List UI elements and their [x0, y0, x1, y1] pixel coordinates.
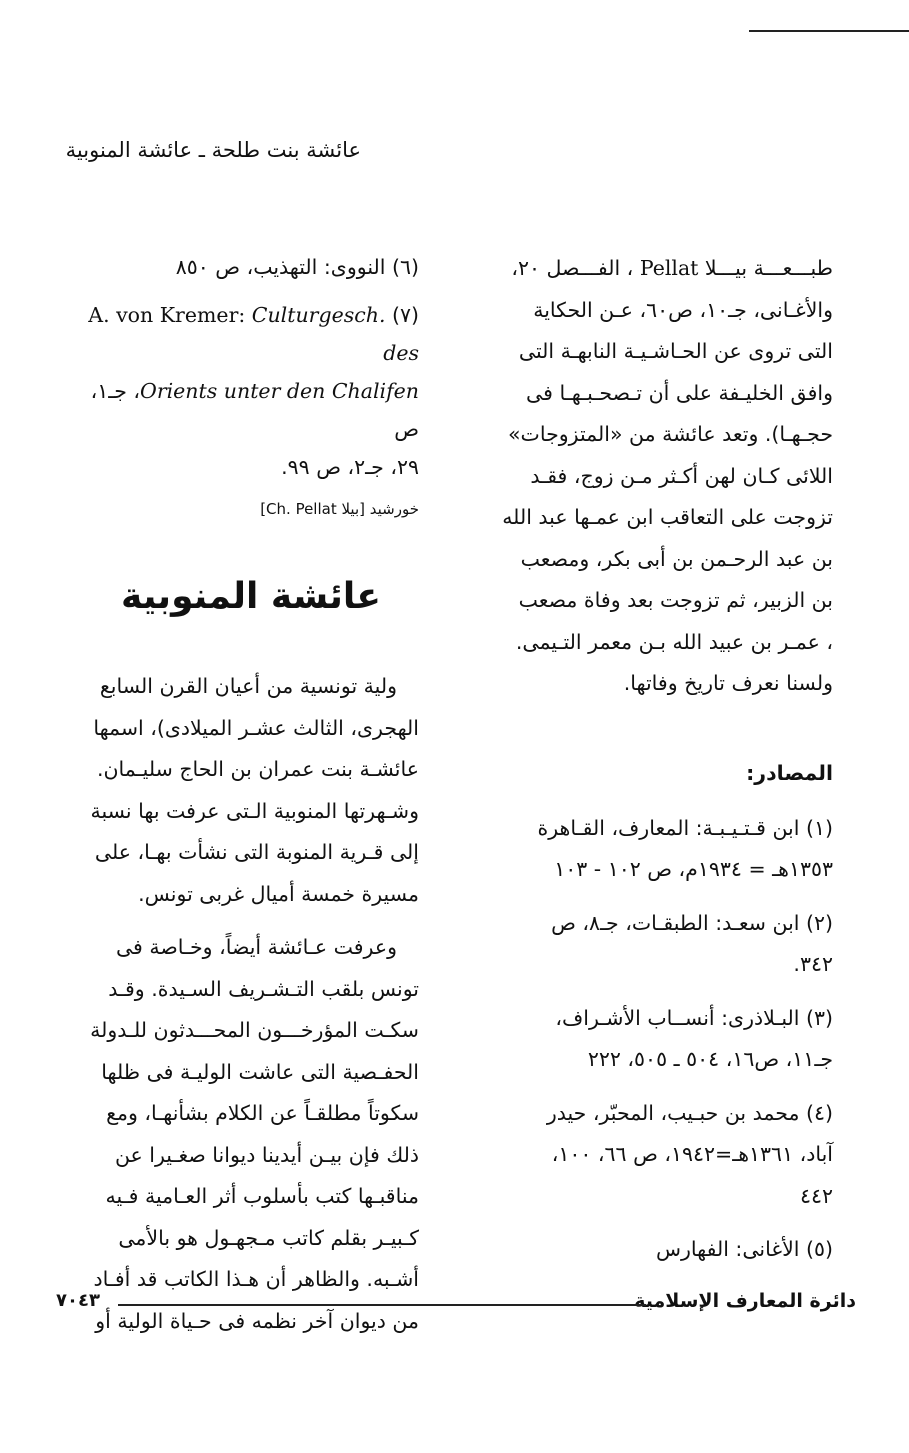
paragraph-line: ، عمـر بن عبيد الله بـن معمر التـيمى.: [515, 629, 833, 654]
note-line: ٢٩، جـ٢، ص ٩٩.: [281, 455, 419, 479]
note-line: Orients unter den Chalifen، جـ١، ص: [90, 379, 419, 441]
paragraph-line: من ديوان آخر نظمه فى حـياة الولية أو: [95, 1308, 419, 1333]
paragraph-line: اللائى كـان لهن أكـثر مـن زوج، فقـد: [530, 463, 833, 488]
paragraph-line: بن عبد الرحـمن بن أبى بكر، ومصعب: [520, 546, 833, 571]
source-entry: [457, 903, 833, 986]
page-number: ٧٠٤٣: [56, 1290, 100, 1311]
article-paragraph-1: [83, 666, 419, 915]
source-line: (٥) الأغانى: الفهارس: [655, 1237, 833, 1261]
footnote-6: [83, 248, 419, 286]
paragraph-line: التى تروى عن الحـاشـيـة النابهـة التى: [518, 339, 833, 363]
paragraph-line: وعرفت عـائشة أيضاً، وخـاصة فى: [115, 935, 397, 959]
paragraph-line: مناقبـها كتب بأسلوب أثر العـامية فـيه: [105, 1184, 419, 1208]
source-entry: [457, 1093, 833, 1218]
sources-list: [457, 808, 833, 1271]
paragraph-line: حجـهـا). وتعد عائشة من «المتزوجات»: [508, 422, 833, 446]
paragraph-line: الهجرى، الثالث عشـر الميلادى)، اسمها: [93, 715, 419, 740]
source-line: آباد، ١٣٦١هـ=١٩٤٢، ص ٦٦، ١٠٠،: [551, 1142, 833, 1166]
source-line: (٢) ابن سعـد: الطبقـات، جـ٨، ص: [551, 910, 833, 935]
encyclopedia-title: دائرة المعارف الإسلامية: [634, 1290, 856, 1312]
top-rule: [749, 30, 909, 32]
paragraph-line: تونس بلقب التـشـريف السـيدة. وقـد: [108, 976, 419, 1001]
paragraph-line: أشـبه. والظاهر أن هـذا الكاتب قد أفـاد: [93, 1267, 419, 1291]
source-line: (٣) البـلاذرى: أنســاب الأشـراف،: [555, 1005, 833, 1030]
continuation-paragraph: [457, 248, 833, 705]
paragraph-line: ولية تونسية من أعيان القرن السابع: [99, 674, 397, 698]
paragraph-line: مسيرة خمسة أميال غربى تونس.: [138, 881, 419, 906]
latin-citation: A. von Kremer: Culturgesch. des: [88, 303, 419, 365]
paragraph-line: وافق الخليـفة على أن تـصحـبـهـا فى: [526, 380, 833, 405]
source-line: ٣٤٢.: [793, 952, 833, 976]
source-line: جـ١١، ص١٦، ٥٠٤ ـ ٥٠٥، ٢٢٢: [587, 1047, 833, 1071]
paragraph-line: سكـت المؤرخـــون المحـــدثون للـدولة: [90, 1018, 419, 1042]
paragraph-line: طبـــعـــة بيـــلا Pellat ، الفـــصل ٢٠،: [511, 256, 833, 280]
paragraph-line: والأغـانى، جـ١٠، ص٦٠، عـن الحكاية: [533, 297, 833, 322]
note-line: (٦) النووى: التهذيب، ص ٨٥٠: [175, 255, 419, 279]
paragraph-line: إلى قـرية المنوبة التى نشأت بهـا، على: [94, 840, 419, 864]
left-column: [83, 248, 419, 1342]
right-column: [457, 248, 833, 1283]
paragraph-line: عائشـة بنت عمران بن الحاج سليـمان.: [96, 757, 419, 781]
source-entry: [457, 998, 833, 1081]
page-footer: [56, 1290, 856, 1320]
paragraph-line: تزوجت على التعاقب ابن عمـها عبد الله: [502, 505, 833, 529]
footnote-7: [83, 296, 419, 486]
source-line: (١) ابن قـتـيـبـة: المعارف، القـاهرة: [537, 815, 833, 840]
source-entry: [457, 1229, 833, 1271]
paragraph-line: سكوتاً مطلقـاً عن الكلام بشأنهـا، ومع: [106, 1101, 419, 1125]
paragraph-line: كـبيـر بقلم كاتب مـجهـول هو بالأمى: [118, 1225, 419, 1250]
running-header: عائشة بنت طلحة ـ عائشة المنوبية: [65, 138, 361, 162]
source-entry: [457, 808, 833, 891]
article-paragraph-2: [83, 927, 419, 1342]
paragraph-line: الحفـصية التى عاشت الوليـة فى ظلها: [101, 1059, 419, 1084]
footer-rule: [118, 1304, 646, 1306]
source-line: ٤٤٢: [799, 1183, 833, 1208]
paragraph-line: ذلك فإن بيـن أيدينا ديوانا صغـيرا عن: [114, 1142, 419, 1167]
source-line: ١٣٥٣هـ = ١٩٣٤م، ص ١٠٢ - ١٠٣: [554, 857, 833, 881]
source-line: (٤) محمد بن حبـيب، المحبّر، حيدر: [546, 1100, 833, 1125]
article-title: عائشة المنوبية: [121, 576, 381, 617]
author-credit: خورشيد [بيلا Ch. Pellat]: [260, 500, 419, 518]
paragraph-line: بن الزبير، ثم تزوجت بعد وفاة مصعب: [518, 588, 833, 612]
note-line: (٧) A. von Kremer: Culturgesch. des: [88, 303, 419, 365]
sources-heading: المصادر:: [746, 760, 833, 785]
paragraph-line: ولسنا نعرف تاريخ وفاتها.: [623, 671, 833, 695]
paragraph-line: وشـهرتها المنوبية الـتى عرفت بها نسبة: [90, 798, 419, 823]
